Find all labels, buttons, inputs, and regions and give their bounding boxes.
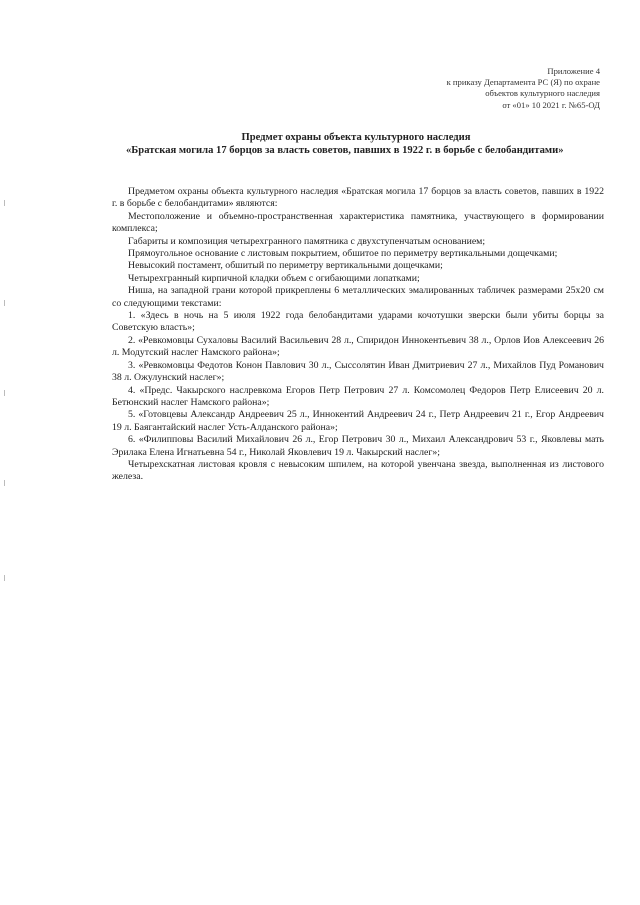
paragraph: Предметом охраны объекта культурного наследия «Братская могила 17 борцов за власть советов, павших в 1922 г. в борьбе с белобандитами» являются: — [112, 186, 604, 210]
appendix-department: объектов культурного наследия — [485, 88, 600, 99]
paragraph: Четырехгранный кирпичной кладки объем с огибающими лопатками; — [128, 272, 420, 284]
paragraph: 3. «Ревкомовцы Федотов Конон Павлович 30 л., Сыссолятин Иван Дмитриевич 27 л., Михайлов Пуд Романович 38 л. Ожулунский наслег»; — [112, 359, 604, 384]
appendix-header — [447, 66, 600, 111]
paragraph: Ниша, на западной грани которой прикреплены 6 металлических эмалированных табличек размерами 25х20 см со следующими текстами: — [112, 285, 604, 309]
document-title — [112, 131, 600, 157]
paragraph: Невысокий постамент, обшитый по периметру вертикальными дощечками; — [128, 260, 443, 272]
paragraph: Габариты и композиция четырехгранного памятника с двухступенчатым основанием; — [128, 235, 486, 247]
paragraph: Прямоугольное основание с листовым покрытием, обшитое по периметру вертикальными дощечками; — [128, 248, 558, 260]
paragraph: 4. «Предс. Чакырского наслревкома Егоров Петр Петрович 27 л. Комсомолец Федоров Петр Елисеевич 20 л. Бетюнский наслег Намского района»; — [112, 384, 604, 408]
paragraph: 2. «Ревкомовцы Сухаловы Василий Васильевич 28 л., Спиридон Иннокентьевич 38 л., Орлов Иов Алексеевич 26 л. Модутский наслег Намского района»; — [112, 334, 604, 359]
paragraph: 5. «Готовцевы Александр Андреевич 25 л., Иннокентий Андреевич 24 г., Петр Андреевич 21 г., Егор Андреевич 19 л. Баягантайский наслег Усть-Алданского района»; — [112, 409, 604, 433]
appendix-number: Приложение 4 — [547, 66, 600, 76]
scan-margin-marks — [4, 180, 7, 600]
paragraph: 1. «Здесь в ночь на 5 июля 1922 года белобандитами ударами кочотушки зверски были убиты борцы за Советскую власть»; — [112, 310, 604, 334]
paragraph: 6. «Филипповы Василий Михайлович 26 л., Егор Петрович 30 л., Михаил Александрович 53 г., Яковлевы мать Эрилака Елена Игнатьевна 54 г., Николай Яковлевич 19 л. Чакырский наслег»; — [112, 434, 604, 458]
title-line-1: Предмет охраны объекта культурного наследия — [241, 132, 471, 143]
appendix-order-ref: к приказу Департамента РС (Я) по охране — [446, 77, 600, 88]
title-line-2: «Братская могила 17 борцов за власть советов, павших в 1922 г. в борьбе с белобандитами» — [126, 145, 564, 156]
paragraph: Местоположение и объемно-пространственная характеристика памятника, участвующего в формировании комплекса; — [112, 210, 604, 235]
document-body — [112, 186, 604, 484]
appendix-date: от «01» 10 2021 г. №65-ОД — [502, 99, 600, 110]
paragraph: Четырехскатная листовая кровля с невысоким шпилем, на которой увенчана звезда, выполненная из листового железа. — [112, 458, 604, 483]
